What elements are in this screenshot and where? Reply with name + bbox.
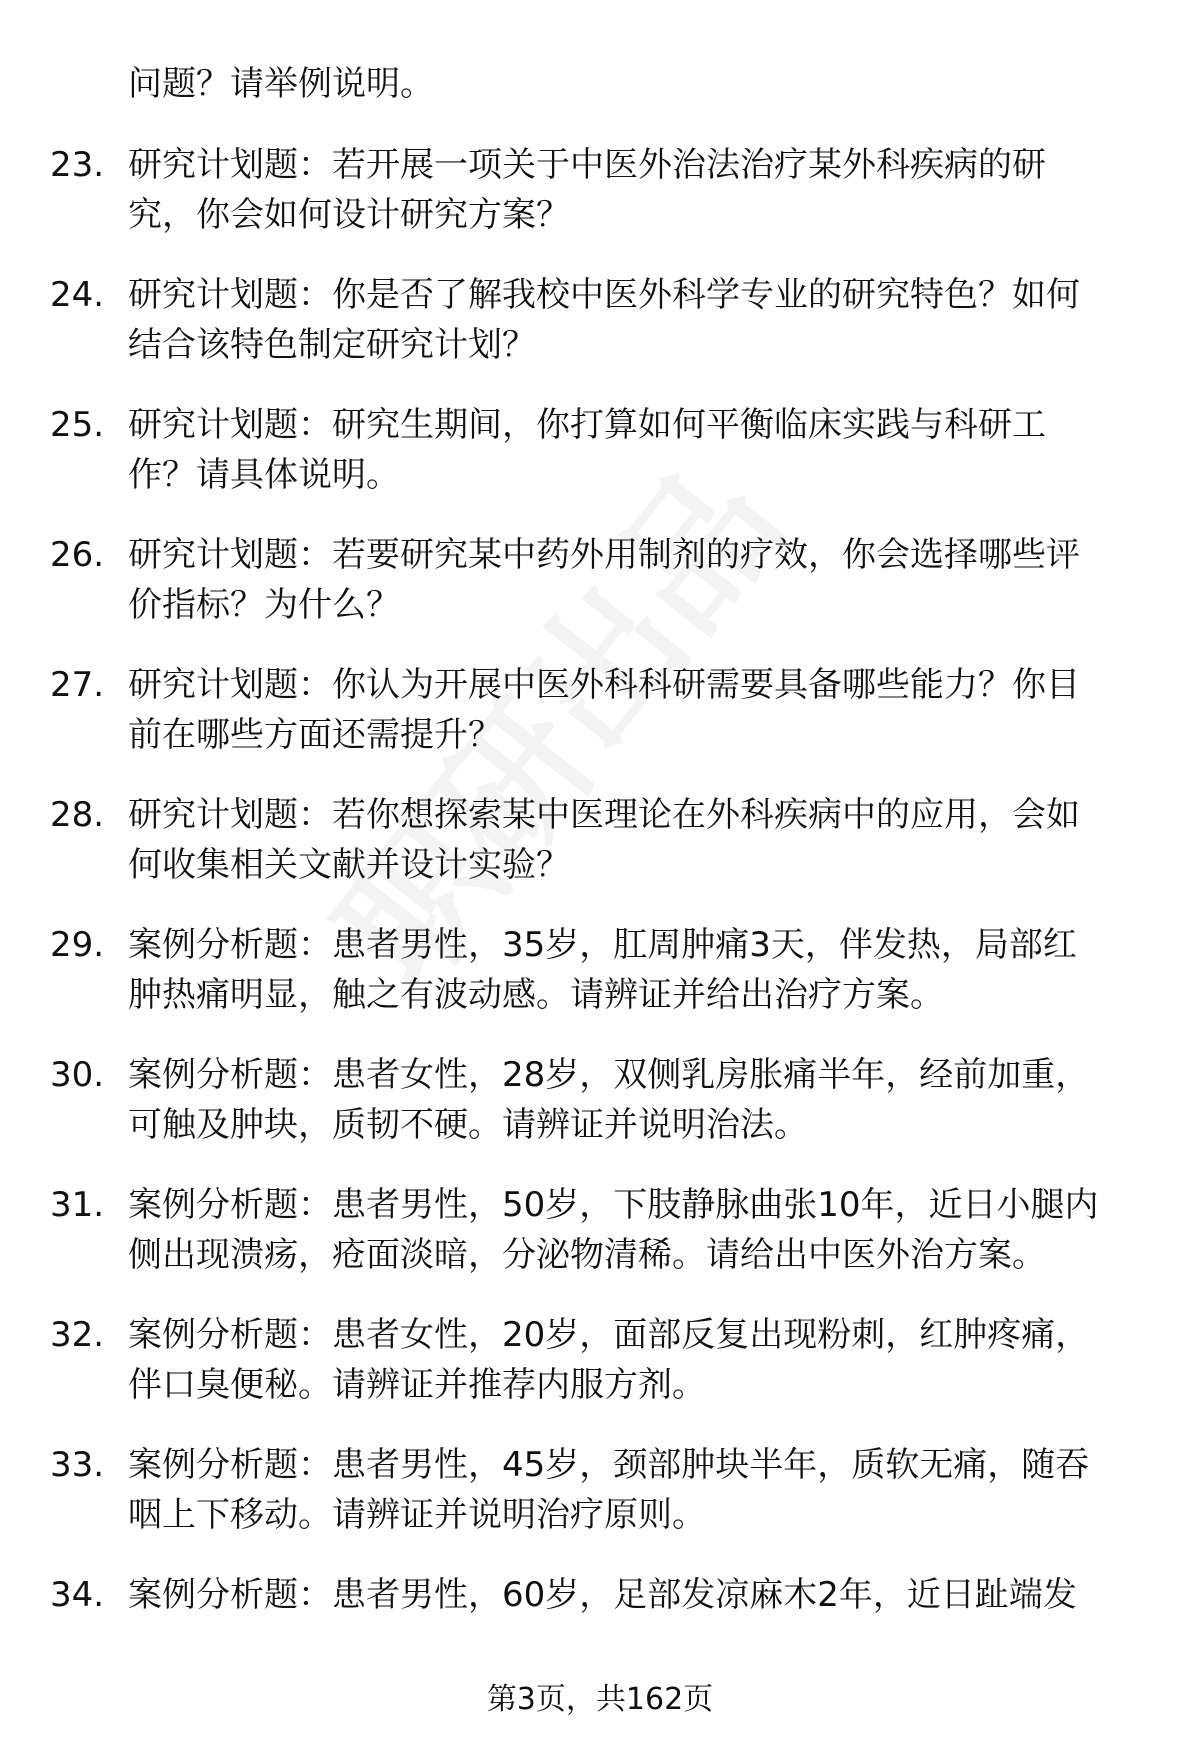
question-line: 案例分析题：患者女性，28岁，双侧乳房胀痛半年，经前加重， [128,1055,1090,1095]
question-number: 29. [50,925,105,965]
question-text [128,920,1148,1020]
question-line: 研究计划题：你认为开展中医外科科研需要具备哪些能力？你目 [128,665,1080,705]
question-item [0,270,1200,400]
question-line: 研究计划题：若开展一项关于中医外治法治疗某外科疾病的研 [128,145,1046,185]
question-line: 价指标？为什么？ [128,585,400,625]
question-item [0,920,1200,1050]
question-number: 25. [50,405,105,445]
question-line: 何收集相关文献并设计实验？ [128,845,570,885]
question-line: 案例分析题：患者女性，20岁，面部反复出现粉刺，红肿疼痛， [128,1315,1090,1355]
question-line: 案例分析题：患者男性，60岁，足部发凉麻木2年，近日趾端发 [128,1575,1077,1615]
question-item [0,790,1200,920]
question-item [0,140,1200,270]
question-line: 前在哪些方面还需提升？ [128,715,502,755]
question-line: 咽上下移动。请辨证并说明治疗原则。 [128,1495,706,1535]
question-line: 究，你会如何设计研究方案？ [128,195,570,235]
question-text [128,1180,1148,1280]
question-text [128,270,1148,370]
question-text [128,660,1148,760]
page-number-footer: 第3页，共162页 [486,1682,714,1717]
question-line: 研究计划题：你是否了解我校中医外科学专业的研究特色？如何 [128,275,1080,315]
question-line: 伴口臭便秘。请辨证并推荐内服方剂。 [128,1365,706,1405]
question-number: 31. [50,1185,105,1225]
question-number: 27. [50,665,105,705]
question-line: 可触及肿块，质韧不硬。请辨证并说明治法。 [128,1105,808,1145]
question-line: 结合该特色制定研究计划？ [128,325,536,365]
question-line: 肿热痛明显，触之有波动感。请辨证并给出治疗方案。 [128,975,944,1015]
question-text [128,530,1148,630]
question-item [0,660,1200,790]
question-item [0,530,1200,660]
question-number: 34. [50,1575,105,1615]
question-text [128,140,1148,240]
question-text [128,1050,1148,1150]
question-number: 23. [50,145,105,185]
question-number: 24. [50,275,105,315]
question-item [0,1180,1200,1310]
question-text [128,1570,1148,1620]
question-number: 26. [50,535,105,575]
question-number: 30. [50,1055,105,1095]
question-text [128,1310,1148,1410]
question-line: 案例分析题：患者男性，50岁，下肢静脉曲张10年，近日小腿内 [128,1185,1099,1225]
question-list [0,140,1200,1700]
question-text [128,1440,1148,1540]
question-item [0,1050,1200,1180]
question-line: 案例分析题：患者男性，45岁，颈部肿块半年，质软无痛，随吞 [128,1445,1090,1485]
question-line: 研究计划题：若你想探索某中医理论在外科疾病中的应用，会如 [128,795,1080,835]
question-item [0,1440,1200,1570]
question-item [0,1310,1200,1440]
question-item [0,400,1200,530]
question-number: 28. [50,795,105,835]
question-text [128,400,1148,500]
question-line: 作？请具体说明。 [128,455,400,495]
question-line: 侧出现溃疡，疮面淡暗，分泌物清稀。请给出中医外治方案。 [128,1235,1046,1275]
question-line: 案例分析题：患者男性，35岁，肛周肿痛3天，伴发热，局部红 [128,925,1077,965]
question-line: 研究计划题：若要研究某中药外用制剂的疗效，你会选择哪些评 [128,535,1080,575]
question-number: 32. [50,1315,105,1355]
question-number: 33. [50,1445,105,1485]
continued-question-text: 问题？请举例说明。 [128,64,434,104]
question-line: 研究计划题：研究生期间，你打算如何平衡临床实践与科研工 [128,405,1046,445]
question-text [128,790,1148,890]
